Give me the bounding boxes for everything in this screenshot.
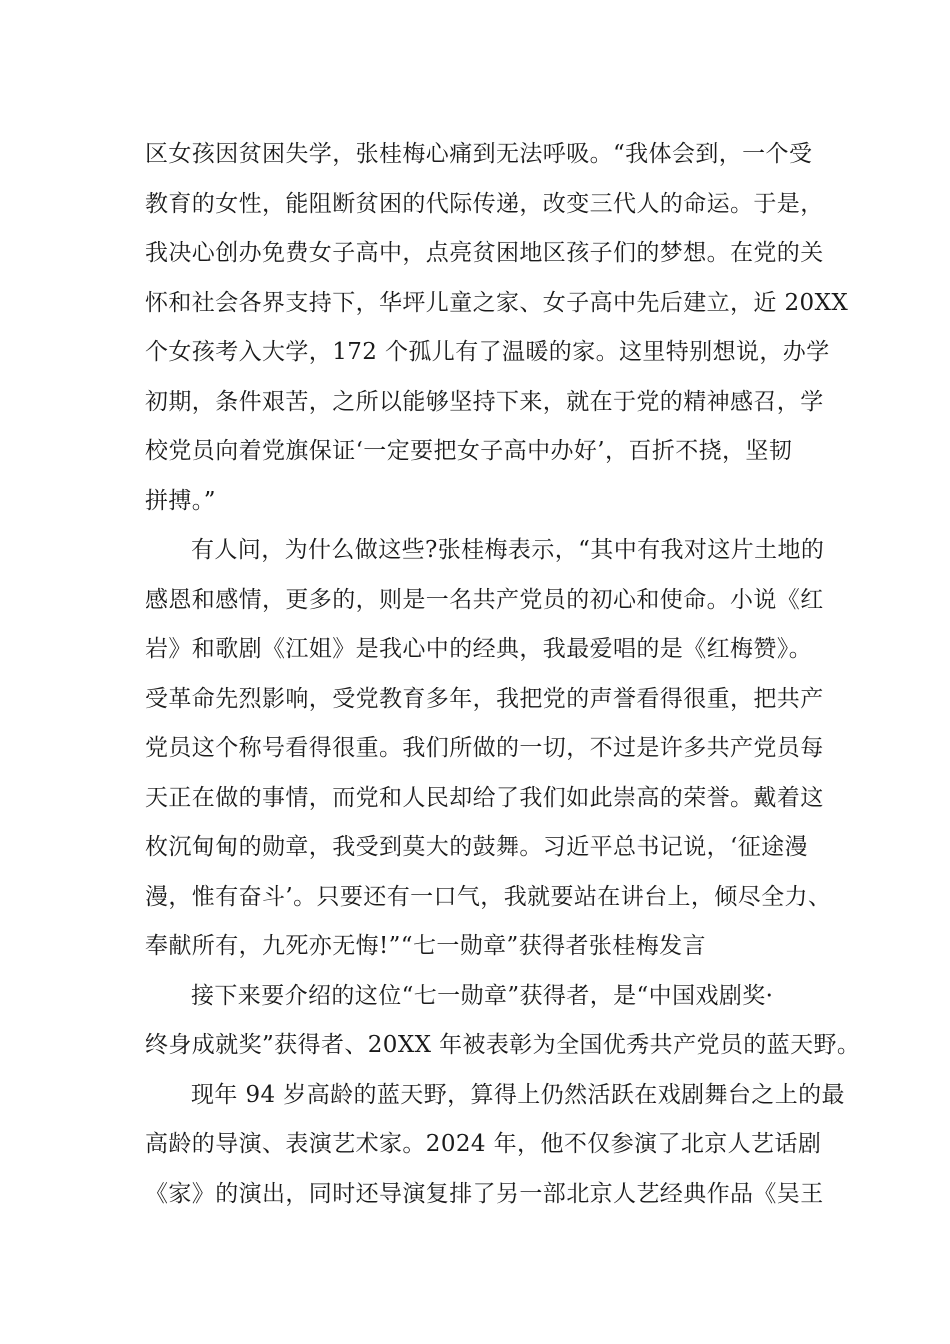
text-line: 我决心创办免费女子高中，点亮贫困地区孩子们的梦想。在党的关 bbox=[145, 240, 824, 266]
text-line: 拼搏。” bbox=[145, 487, 216, 514]
text-line: 现年 94 岁高龄的蓝天野，算得上仍然活跃在戏剧舞台之上的最 bbox=[191, 1081, 845, 1108]
text-line: 枚沉甸甸的勋章，我受到莫大的鼓舞。习近平总书记说，‘征途漫 bbox=[145, 834, 808, 860]
text-line: 奉献所有，九死亦无悔!”“七一勋章”获得者张桂梅发言 bbox=[145, 933, 706, 959]
text-line: 区女孩因贫困失学，张桂梅心痛到无法呼吸。“我体会到，一个受 bbox=[145, 141, 813, 167]
text-line: 受革命先烈影响，受党教育多年，我把党的声誉看得很重，把共产 bbox=[145, 685, 824, 712]
text-line: 个女孩考入大学，172 个孤儿有了温暖的家。这里特别想说，办学 bbox=[145, 339, 830, 365]
text-line: 党员这个称号看得很重。我们所做的一切，不过是许多共产党员每 bbox=[145, 735, 824, 761]
text-line: 岩》和歌剧《江姐》是我心中的经典，我最爱唱的是《红梅赞》。 bbox=[145, 636, 813, 662]
body-text bbox=[145, 130, 861, 1219]
text-line: 感恩和感情，更多的，则是一名共产党员的初心和使命。小说《红 bbox=[145, 586, 824, 613]
text-line: 漫，惟有奋斗’。只要还有一口气，我就要站在讲台上，倾尽全力、 bbox=[145, 883, 832, 910]
text-line: 教育的女性，能阻断贫困的代际传递，改变三代人的命运。于是， bbox=[145, 190, 824, 217]
text-line: 天正在做的事情，而党和人民却给了我们如此崇高的荣誉。戴着这 bbox=[145, 784, 824, 811]
text-line: 有人问，为什么做这些?张桂梅表示，“其中有我对这片土地的 bbox=[191, 537, 825, 563]
text-line: 接下来要介绍的这位“七一勋章”获得者，是“中国戏剧奖· bbox=[191, 982, 774, 1009]
text-line: 《家》的演出，同时还导演复排了另一部北京人艺经典作品《吴王 bbox=[145, 1180, 824, 1207]
text-line: 怀和社会各界支持下，华坪儿童之家、女子高中先后建立，近 20XX bbox=[145, 289, 849, 316]
text-line: 校党员向着党旗保证‘一定要把女子高中办好’，百折不挠，坚韧 bbox=[145, 438, 793, 464]
text-line: 高龄的导演、表演艺术家。2024 年，他不仅参演了北京人艺话剧 bbox=[145, 1131, 822, 1157]
text-line: 终身成就奖”获得者、20XX 年被表彰为全国优秀共产党员的蓝天野。 bbox=[145, 1032, 861, 1058]
text-line: 初期，条件艰苦，之所以能够坚持下来，就在于党的精神感召，学 bbox=[145, 388, 824, 415]
